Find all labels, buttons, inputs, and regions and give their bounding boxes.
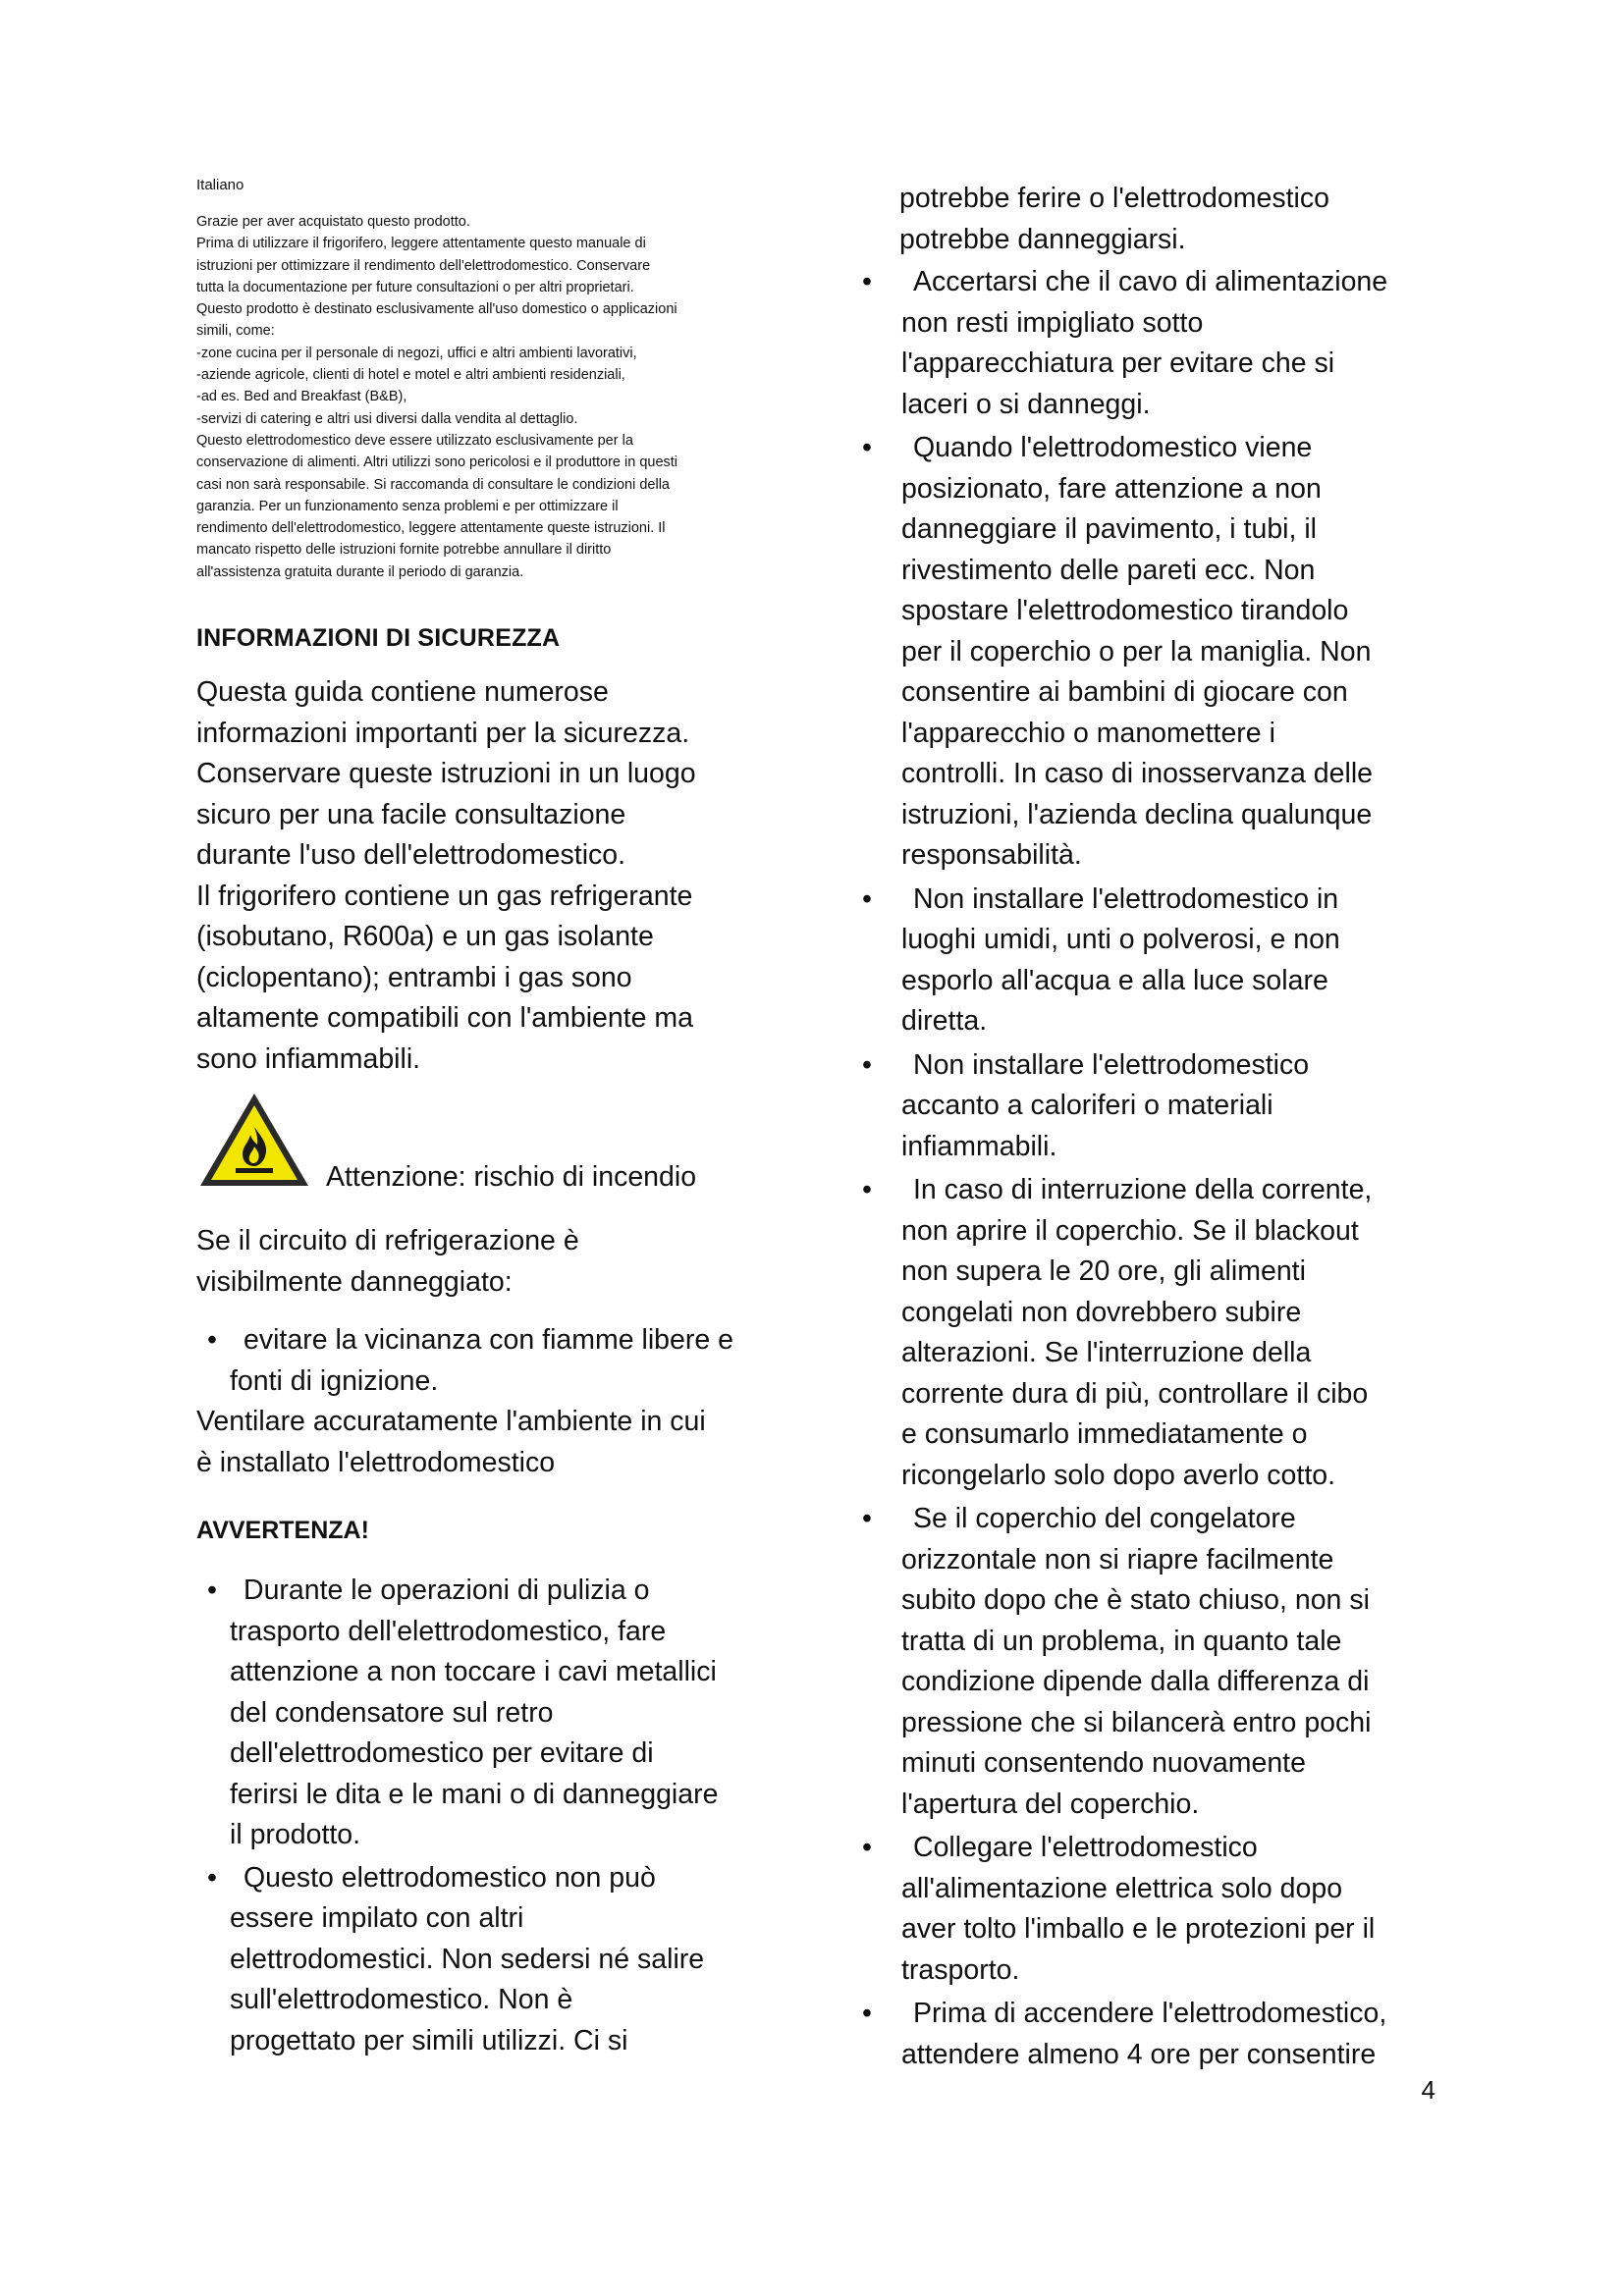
continuation-line: potrebbe danneggiarsi. xyxy=(899,223,1186,255)
bullet-line: corrente dura di più, controllare il cibo xyxy=(901,1377,1369,1410)
safety-line: Il frigorifero contiene un gas refrigerante xyxy=(196,880,693,912)
bullet-line: attenzione a non toccare i cavi metallici xyxy=(230,1656,717,1688)
bullet-line: condizione dipende dalla differenza di xyxy=(901,1666,1370,1698)
right-bullet xyxy=(862,262,1449,425)
bullet-line: In caso di interruzione della corrente, xyxy=(913,1174,1373,1206)
bullet-line: Prima di accendere l'elettrodomestico, xyxy=(913,1998,1387,2030)
right-bullet xyxy=(862,1045,1449,1168)
bullet-line: luoghi umidi, unti o polverosi, e non xyxy=(901,924,1340,956)
bullet-marker: • xyxy=(862,1048,872,1081)
circuit-paragraph xyxy=(196,1221,795,1303)
bullet-line: fonti di ignizione. xyxy=(230,1364,439,1397)
left-bullet xyxy=(196,1571,795,1856)
intro-line: Questo elettrodomestico deve essere utilizzato esclusivamente per la xyxy=(196,432,633,449)
bullet-text xyxy=(901,1499,1371,1825)
bullet-line: Accertarsi che il cavo di alimentazione xyxy=(913,266,1388,298)
bullet-line: ferirsi le dita e le mani o di danneggiare xyxy=(230,1778,719,1810)
intro-line: -servizi di catering e altri usi diversi dalla vendita al dettaglio. xyxy=(196,410,578,427)
bullet-line: non resti impigliato sotto xyxy=(901,306,1204,339)
bullet-line: l'apparecchiatura per evitare che si xyxy=(901,347,1335,380)
bullet-line: Quando l'elettrodomestico viene xyxy=(913,432,1313,464)
right-bullet xyxy=(862,1994,1449,2075)
bullet-marker: • xyxy=(862,1503,872,1535)
bullet-line: Non installare l'elettrodomestico xyxy=(913,1048,1310,1081)
bullet-text xyxy=(901,428,1373,877)
bullet-line: aver tolto l'imballo e le protezioni per il xyxy=(901,1913,1376,1946)
intro-line: conservazione di alimenti. Altri utilizzi sono pericolosi e il produttore in questi xyxy=(196,454,678,471)
bullet-marker: • xyxy=(862,432,872,464)
warning-heading: AVVERTENZA! xyxy=(196,1517,369,1545)
bullet-line: alterazioni. Se l'interruzione della xyxy=(901,1337,1312,1369)
intro-line: rendimento dell'elettrodomestico, leggere attentamente queste istruzioni. Il xyxy=(196,520,666,537)
bullet-marker: • xyxy=(207,1575,217,1607)
intro-line: Questo prodotto è destinato esclusivamente all'uso domestico o applicazioni xyxy=(196,301,677,318)
bullet-line: Non installare l'elettrodomestico in xyxy=(913,882,1339,915)
bullet-line: l'apertura del coperchio. xyxy=(901,1788,1200,1820)
intro-line: -ad es. Bed and Breakfast (B&B), xyxy=(196,389,407,405)
circuit-line: visibilmente danneggiato: xyxy=(196,1265,513,1298)
bullet-line: essere impilato con altri xyxy=(230,1902,524,1935)
right-bullet xyxy=(862,428,1449,877)
bullet-line: trasporto dell'elettrodomestico, fare xyxy=(230,1615,667,1647)
bullet-line: all'alimentazione elettrica solo dopo xyxy=(901,1872,1343,1904)
bullet-line: Se il coperchio del congelatore xyxy=(913,1503,1296,1535)
bullet-line: Durante le operazioni di pulizia o xyxy=(244,1575,650,1607)
intro-line: simili, come: xyxy=(196,323,275,340)
bullet-line: per il coperchio o per la maniglia. Non xyxy=(901,635,1372,667)
bullet-text xyxy=(901,262,1387,425)
ventilate-line: Ventilare accuratamente l'ambiente in cui xyxy=(196,1406,706,1438)
bullet-marker: • xyxy=(862,1174,872,1206)
bullet-line: sull'elettrodomestico. Non è xyxy=(230,1984,573,2016)
bullet-marker: • xyxy=(207,1324,217,1357)
bullet-line: responsabilità. xyxy=(901,839,1082,872)
bullet-line: e consumarlo immediatamente o xyxy=(901,1418,1308,1451)
bullet-line: evitare la vicinanza con fiamme libere e xyxy=(244,1324,733,1357)
bullet-line: orizzontale non si riapre facilmente xyxy=(901,1543,1334,1575)
bullet-line: trasporto. xyxy=(901,1953,1020,1986)
bullet-marker: • xyxy=(862,266,872,298)
safety-line: sicuro per una facile consultazione xyxy=(196,798,626,830)
bullet-marker: • xyxy=(207,1861,217,1894)
intro-line: tutta la documentazione per future consultazioni o per altri proprietari. xyxy=(196,279,634,295)
bullet-line: pressione che si bilancerà entro pochi xyxy=(901,1706,1372,1738)
bullet-text xyxy=(230,1858,705,2062)
left-bullet xyxy=(196,1858,795,2062)
bullet-marker: • xyxy=(862,1832,872,1864)
intro-line: istruzioni per ottimizzare il rendimento dell'elettrodomestico. Conservare xyxy=(196,257,651,274)
spacer xyxy=(196,1303,795,1320)
intro-line: Grazie per aver acquistato questo prodotto. xyxy=(196,214,470,230)
bullet-line: ricongelarlo solo dopo averlo cotto. xyxy=(901,1459,1336,1491)
bullet-line: laceri o si danneggi. xyxy=(901,388,1151,420)
safety-line: durante l'uso dell'elettrodomestico. xyxy=(196,839,626,872)
intro-line: garanzia. Per un funzionamento senza problemi e per ottimizzare il xyxy=(196,498,619,514)
right-bullet xyxy=(862,1499,1449,1825)
bullet-text xyxy=(230,1571,719,1856)
ventilate-paragraph xyxy=(196,1402,795,1483)
spacer xyxy=(196,1190,795,1221)
fire-warning-text: Attenzione: rischio di incendio xyxy=(326,1161,697,1194)
bullet-line: non supera le 20 ore, gli alimenti xyxy=(901,1255,1306,1288)
bullet-line: dell'elettrodomestico per evitare di xyxy=(230,1737,654,1770)
fire-hazard-icon xyxy=(196,1090,312,1190)
circuit-line: Se il circuito di refrigerazione è xyxy=(196,1225,579,1257)
bullet-line: accanto a caloriferi o materiali xyxy=(901,1090,1273,1122)
bullet-line: il prodotto. xyxy=(230,1819,361,1851)
bullet-line: istruzioni, l'azienda declina qualunque xyxy=(901,798,1373,830)
bullet-line: elettrodomestici. Non sedersi né salire xyxy=(230,1943,705,1975)
bullet-line: esporlo all'acqua e alla luce solare xyxy=(901,964,1328,996)
safety-heading: INFORMAZIONI DI SICUREZZA xyxy=(196,624,561,653)
right-bullet xyxy=(862,1170,1449,1496)
bullet-marker: • xyxy=(862,1998,872,2030)
safety-line: (isobutano, R600a) e un gas isolante xyxy=(196,921,654,953)
left-column xyxy=(196,177,795,2061)
bullet-line: del condensatore sul retro xyxy=(230,1696,554,1729)
bullet-line: minuti consentendo nuovamente xyxy=(901,1747,1306,1780)
continuation-line: potrebbe ferire o l'elettrodomestico xyxy=(899,183,1329,214)
intro-line: -zone cucina per il personale di negozi, uffici e altri ambienti lavorativi, xyxy=(196,345,637,361)
bullet-line: non aprire il coperchio. Se il blackout xyxy=(901,1214,1359,1247)
bullet-line: danneggiare il pavimento, i tubi, il xyxy=(901,513,1318,546)
bullet-text xyxy=(901,1045,1309,1168)
safety-paragraph xyxy=(196,672,795,1080)
bullet-line: consentire ai bambini di giocare con xyxy=(901,676,1348,709)
bullet-line: l'apparecchio o manomettere i xyxy=(901,717,1275,749)
bullet-line: tratta di un problema, in quanto tale xyxy=(901,1625,1342,1657)
safety-line: informazioni importanti per la sicurezza. xyxy=(196,717,690,749)
bullet-line: spostare l'elettrodomestico tirandolo xyxy=(901,595,1349,627)
bullet-line: Questo elettrodomestico non può xyxy=(244,1861,656,1894)
bullet-text xyxy=(901,1828,1375,1991)
safety-line: Questa guida contiene numerose xyxy=(196,676,609,709)
continuation-paragraph xyxy=(899,179,1449,260)
bullet-line: diretta. xyxy=(901,1005,988,1038)
bullet-text xyxy=(901,1994,1386,2075)
bullet-line: subito dopo che è stato chiuso, non si xyxy=(901,1584,1370,1617)
circuit-bullet xyxy=(196,1320,795,1402)
ventilate-line: è installato l'elettrodomestico xyxy=(196,1446,556,1478)
right-column xyxy=(862,179,1449,2075)
bullet-text xyxy=(901,1170,1372,1496)
bullet-line: infiammabili. xyxy=(901,1130,1057,1162)
bullet-text xyxy=(230,1320,733,1402)
intro-paragraph xyxy=(196,211,795,583)
right-bullet xyxy=(862,880,1449,1042)
intro-line: all'assistenza gratuita durante il periodo di garanzia. xyxy=(196,563,524,580)
safety-line: altamente compatibili con l'ambiente ma xyxy=(196,1002,694,1035)
safety-line: sono infiammabili. xyxy=(196,1042,421,1075)
fire-warning-row xyxy=(196,1090,795,1194)
right-bullet xyxy=(862,1828,1449,1991)
bullet-line: attendere almeno 4 ore per consentire xyxy=(901,2038,1377,2070)
bullet-marker: • xyxy=(862,882,872,915)
bullet-line: posizionato, fare attenzione a non xyxy=(901,472,1322,505)
page-number: 4 xyxy=(1421,2075,1435,2105)
bullet-line: Collegare l'elettrodomestico xyxy=(913,1832,1258,1864)
bullet-text xyxy=(901,880,1340,1042)
bullet-line: congelati non dovrebbero subire xyxy=(901,1296,1302,1328)
intro-line: -aziende agricole, clienti di hotel e motel e altri ambienti residenziali, xyxy=(196,367,625,384)
safety-line: Conservare queste istruzioni in un luogo xyxy=(196,758,696,790)
bullet-line: controlli. In caso di inosservanza delle xyxy=(901,758,1374,790)
intro-line: mancato rispetto delle istruzioni fornite potrebbe annullare il diritto xyxy=(196,542,612,559)
intro-line: casi non sarà responsabile. Si raccomanda di consultare le condizioni della xyxy=(196,476,670,493)
intro-line: Prima di utilizzare il frigorifero, leggere attentamente questo manuale di xyxy=(196,236,646,252)
bullet-line: progettato per simili utilizzi. Ci si xyxy=(230,2024,628,2056)
language-label: Italiano xyxy=(196,177,244,193)
safety-line: (ciclopentano); entrambi i gas sono xyxy=(196,961,632,993)
bullet-line: rivestimento delle pareti ecc. Non xyxy=(901,554,1316,586)
